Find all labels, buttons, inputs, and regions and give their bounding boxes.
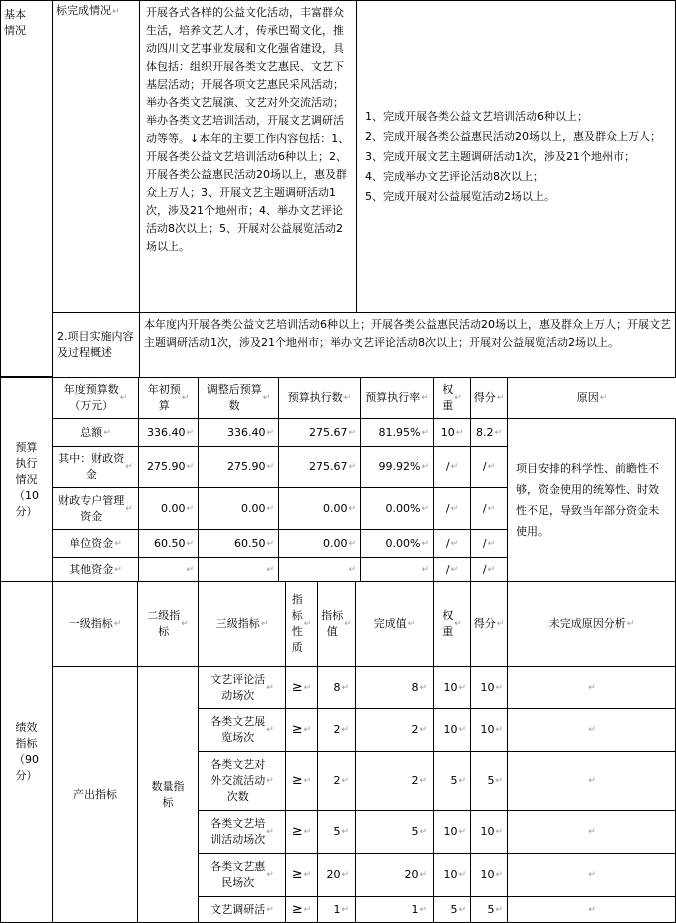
perf-row-3-actual: 5 ↵ bbox=[355, 810, 434, 854]
perf-row-1-actual: 2 ↵ bbox=[355, 708, 434, 752]
perf-header-7: 得分 ↵ bbox=[470, 581, 508, 667]
budget-header-4: 预算执行率 ↵ bbox=[360, 377, 434, 419]
budget-row-2-score: / ↵ bbox=[470, 487, 508, 530]
budget-row-3-weight: / ↵ bbox=[433, 529, 471, 558]
perf-row-5-weight: 5 ↵ bbox=[433, 896, 471, 923]
budget-row-4-executed: ↵ bbox=[278, 557, 361, 582]
budget-row-4-rate: ↵ bbox=[360, 557, 434, 582]
perf-row-2-weight: 5 ↵ bbox=[433, 751, 471, 811]
budget-section-label: 预算 执行 情况 （10 分） bbox=[0, 377, 53, 582]
perf-row-3-score: 10 ↵ bbox=[470, 810, 508, 854]
perf-row-0-score: 10 ↵ bbox=[470, 666, 508, 709]
perf-header-3: 指 标 性 质 ↵ bbox=[285, 581, 318, 667]
perf-row-1-score: 10 ↵ bbox=[470, 708, 508, 752]
perf-row-2-target: 2 ↵ bbox=[317, 751, 356, 811]
budget-row-3-executed: 0.00 ↵ bbox=[278, 529, 361, 558]
budget-row-0-initial: 336.40 ↵ bbox=[138, 418, 199, 447]
budget-row-1-executed: 275.67 ↵ bbox=[278, 446, 361, 488]
perf-row-2-nature: ≥ ↵ bbox=[285, 751, 318, 811]
perf-header-2: 三级指标 ↵ bbox=[198, 581, 286, 667]
perf-row-4-reason: ↵ bbox=[507, 853, 676, 897]
perf-header-5: 完成值 ↵ bbox=[355, 581, 434, 667]
budget-header-3: 预算执行数 ↵ bbox=[278, 377, 361, 419]
perf-row-1-target: 2 ↵ bbox=[317, 708, 356, 752]
perf-header-1: 二级指 标 ↵ bbox=[137, 581, 199, 667]
budget-row-3-initial: 60.50 ↵ bbox=[138, 529, 199, 558]
budget-row-2-initial: 0.00 ↵ bbox=[138, 487, 199, 530]
level2-indicator: 数量指 标 bbox=[137, 666, 199, 923]
budget-row-2-weight: / ↵ bbox=[433, 487, 471, 530]
perf-row-0-reason: ↵ bbox=[507, 666, 676, 709]
budget-row-0-score: 8.2 ↵ bbox=[470, 418, 508, 447]
perf-row-4-name: 各类文艺惠 民场次 ↵ bbox=[198, 853, 286, 897]
perf-header-0: 一级指标 ↵ bbox=[52, 581, 138, 667]
perf-row-0-name: 文艺评论活 动场次 ↵ bbox=[198, 666, 286, 709]
budget-row-3-label: 单位资金 ↵ bbox=[52, 529, 139, 558]
budget-row-0-adjusted: 336.40 ↵ bbox=[198, 418, 279, 447]
perf-row-2-name: 各类文艺对 外交流活动 次数 ↵ bbox=[198, 751, 286, 811]
budget-header-5: 权 重 ↵ bbox=[433, 377, 471, 419]
perf-row-4-actual: 20 ↵ bbox=[355, 853, 434, 897]
budget-row-1-rate: 99.92% ↵ bbox=[360, 446, 434, 488]
perf-row-3-weight: 10 ↵ bbox=[433, 810, 471, 854]
budget-row-2-label: 财政专户管理 资金 ↵ bbox=[52, 487, 139, 530]
budget-row-4-weight: / ↵ bbox=[433, 557, 471, 582]
budget-header-0: 年度预算数 （万元） ↵ bbox=[52, 377, 139, 419]
perf-row-5-actual: 1 ↵ bbox=[355, 896, 434, 923]
budget-row-0-executed: 275.67 ↵ bbox=[278, 418, 361, 447]
perf-row-3-name: 各类文艺培 训活动场次 ↵ bbox=[198, 810, 286, 854]
budget-row-1-adjusted: 275.90 ↵ bbox=[198, 446, 279, 488]
perf-row-4-target: 20 ↵ bbox=[317, 853, 356, 897]
perf-row-3-nature: ≥ ↵ bbox=[285, 810, 318, 854]
goal-row-label: 标完成情况↵ bbox=[52, 0, 140, 313]
perf-row-2-score: 5 ↵ bbox=[470, 751, 508, 811]
perf-header-6: 权 重 ↵ bbox=[433, 581, 471, 667]
perf-row-5-score: 5 ↵ bbox=[470, 896, 508, 923]
process-label: 2.项目实施内容及过程概述 bbox=[52, 312, 140, 378]
perf-row-1-nature: ≥ ↵ bbox=[285, 708, 318, 752]
budget-row-2-rate: 0.00% ↵ bbox=[360, 487, 434, 530]
budget-row-3-rate: 0.00% ↵ bbox=[360, 529, 434, 558]
perf-row-0-target: 8 ↵ bbox=[317, 666, 356, 709]
plan-text: 开展各式各样的公益文化活动，丰富群众生活，培养文艺人才，传承巴蜀文化，推动四川文艺事业发展和文化强省建设，具体包括：组织开展各类文艺惠民、文艺下基层活动；开展各项文艺惠民采风活动；举办各类文艺展演、文艺对外交流活动；举办各类文艺培训活动，开展文艺调研活动等等。↓本年的主要工作内容包括：1、开展各类公益文艺培训活动6种以上；2、开展各类公益惠民活动20场以上，惠及群众上万人；3、开展文艺主题调研活动1次，涉及21个地州市；4、举办文艺评论活动8次以上；5、开展对公益展览活动2场以上。 bbox=[139, 0, 357, 313]
budget-header-2: 调整后预算 数 ↵ bbox=[198, 377, 279, 419]
perf-row-5-nature: ≥ ↵ bbox=[285, 896, 318, 923]
perf-row-0-nature: ≥ ↵ bbox=[285, 666, 318, 709]
budget-row-4-score: / ↵ bbox=[470, 557, 508, 582]
budget-row-0-weight: 10 ↵ bbox=[433, 418, 471, 447]
budget-header-7: 原因 ↵ bbox=[507, 377, 676, 419]
budget-row-1-score: / ↵ bbox=[470, 446, 508, 488]
perf-row-3-reason: ↵ bbox=[507, 810, 676, 854]
budget-row-3-score: / ↵ bbox=[470, 529, 508, 558]
perf-row-5-reason: ↵ bbox=[507, 896, 676, 923]
budget-row-2-adjusted: 0.00 ↵ bbox=[198, 487, 279, 530]
budget-row-1-initial: 275.90 ↵ bbox=[138, 446, 199, 488]
budget-row-0-label: 总额 ↵ bbox=[52, 418, 139, 447]
budget-row-0-rate: 81.95% ↵ bbox=[360, 418, 434, 447]
budget-row-2-executed: 0.00 ↵ bbox=[278, 487, 361, 530]
basic-section-label: 基本 情况 bbox=[0, 0, 53, 377]
budget-reason: 项目安排的科学性、前瞻性不够，资金使用的统筹性、时效性不足，导致当年部分资金未使用。 bbox=[507, 418, 676, 582]
perf-row-1-reason: ↵ bbox=[507, 708, 676, 752]
perf-row-2-reason: ↵ bbox=[507, 751, 676, 811]
budget-header-6: 得分 ↵ bbox=[470, 377, 508, 419]
result-text: 1、完成开展各类公益文艺培训活动6种以上； 2、完成开展各类公益惠民活动20场以上，惠及群众上万人； 3、完成开展文艺主题调研活动1次，涉及21个地州市； 4、完成举办文艺评论活动8次以上； 5、完成开展对公益展览活动2场以上。 bbox=[356, 0, 676, 313]
budget-row-1-label: 其中：财政资 金 ↵ bbox=[52, 446, 139, 488]
budget-row-3-adjusted: 60.50 ↵ bbox=[198, 529, 279, 558]
performance-section-label: 绩效 指标 （90 分） bbox=[0, 581, 53, 923]
perf-row-4-nature: ≥ ↵ bbox=[285, 853, 318, 897]
budget-header-1: 年初预 算 ↵ bbox=[138, 377, 199, 419]
budget-row-1-weight: / ↵ bbox=[433, 446, 471, 488]
level1-indicator: 产出指标 bbox=[52, 666, 138, 923]
perf-row-4-score: 10 ↵ bbox=[470, 853, 508, 897]
budget-row-4-adjusted: ↵ bbox=[198, 557, 279, 582]
perf-row-1-weight: 10 ↵ bbox=[433, 708, 471, 752]
budget-row-4-initial: ↵ bbox=[138, 557, 199, 582]
process-text: 本年度内开展各类公益文艺培训活动6种以上；开展各类公益惠民活动20场以上，惠及群众上万人；开展文艺主题调研活动1次，涉及21个地州市；举办文艺评论活动8次以上；开展对公益展览活动2场以上。 bbox=[139, 312, 676, 378]
perf-row-3-target: 5 ↵ bbox=[317, 810, 356, 854]
perf-row-4-weight: 10 ↵ bbox=[433, 853, 471, 897]
perf-row-5-name: 文艺调研活 ↵ bbox=[198, 896, 286, 923]
perf-row-0-weight: 10 ↵ bbox=[433, 666, 471, 709]
perf-row-5-target: 1 ↵ bbox=[317, 896, 356, 923]
perf-header-8: 未完成原因分析 ↵ bbox=[507, 581, 676, 667]
perf-row-0-actual: 8 ↵ bbox=[355, 666, 434, 709]
perf-row-2-actual: 2 ↵ bbox=[355, 751, 434, 811]
perf-row-1-name: 各类文艺展 览场次 ↵ bbox=[198, 708, 286, 752]
perf-header-4: 指标 值 ↵ bbox=[317, 581, 356, 667]
budget-row-4-label: 其他资金 ↵ bbox=[52, 557, 139, 582]
